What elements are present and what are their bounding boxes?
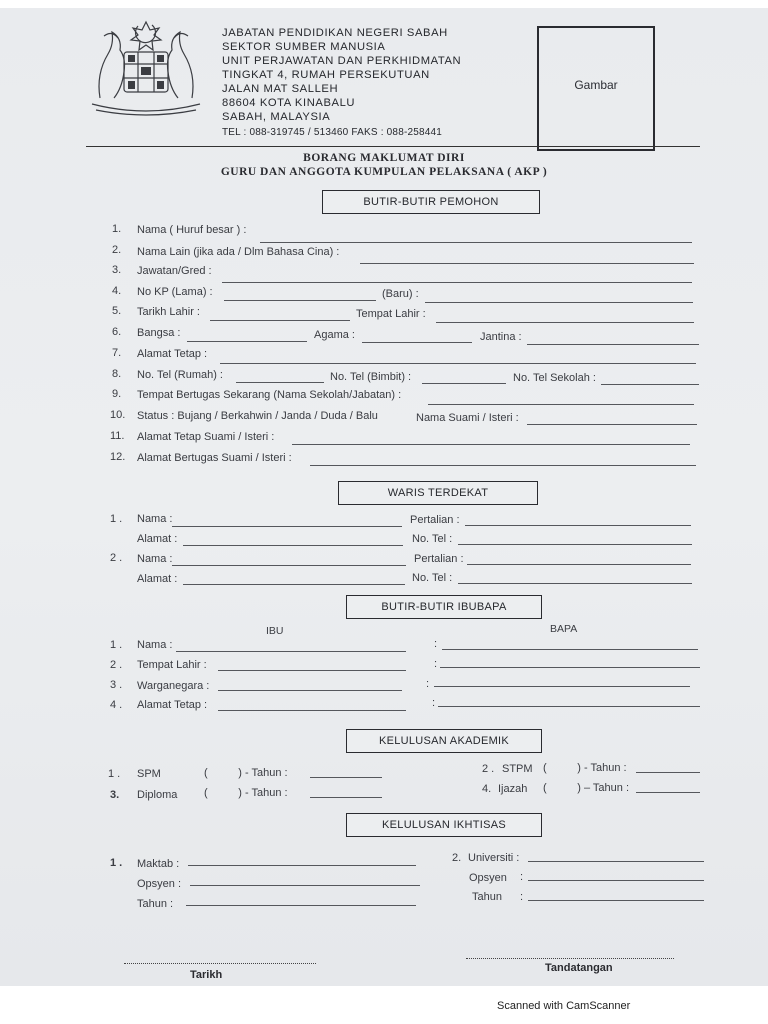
ijazah-grade-field[interactable]: ( ) – Tahun : [543, 782, 630, 794]
header-line-3: UNIT PERJAWATAN DAN PERKHIDMATAN [222, 55, 462, 67]
section-ibubapa: BUTIR-BUTIR IBUBAPA [346, 595, 542, 619]
kp-baru-input-line[interactable] [425, 302, 693, 303]
field-label-tel-rumah: No. Tel (Rumah) : [137, 369, 223, 381]
row-number: 2 . [110, 552, 123, 564]
field-label-tahun: Tahun : [137, 898, 174, 910]
field-label-tarikh-lahir: Tarikh Lahir : [137, 306, 200, 318]
spm-grade-field[interactable]: ( ) - Tahun : [204, 767, 288, 779]
tel-bimbit-input-line[interactable] [422, 383, 506, 384]
tarikh-lahir-input-line[interactable] [210, 320, 350, 321]
field-label-kp-lama: No KP (Lama) : [137, 286, 213, 298]
scanner-watermark: Scanned with CamScanner [497, 1000, 631, 1012]
field-label-status: Status : Bujang / Berkahwin / Janda / Duda / Balu [137, 410, 378, 422]
tarikh-signature-line[interactable] [124, 963, 316, 964]
photo-box[interactable] [537, 26, 655, 151]
field-label-ijazah: Ijazah [498, 783, 528, 795]
header-line-2: SEKTOR SUMBER MANUSIA [222, 41, 386, 53]
row-number: 1. [112, 223, 122, 235]
row-number: 4. [112, 285, 122, 297]
waris-alamat-1-input-line[interactable] [183, 545, 403, 546]
section-waris: WARIS TERDEKAT [338, 481, 538, 505]
ibu-alamat-input-line[interactable] [218, 710, 406, 711]
bapa-colon: : [434, 658, 438, 670]
column-ibu: IBU [266, 625, 284, 637]
header-line-4: TINGKAT 4, RUMAH PERSEKUTUAN [222, 69, 430, 81]
row-number: 4. [482, 783, 492, 795]
bapa-warganegara-input-line[interactable] [434, 686, 690, 687]
bapa-colon: : [426, 678, 430, 690]
row-number: 10. [110, 409, 126, 421]
field-label-tel-bimbit: No. Tel (Bimbit) : [330, 371, 412, 383]
row-number: 1 . [110, 513, 123, 525]
tel-rumah-input-line[interactable] [236, 382, 324, 383]
tarikh-label: Tarikh [190, 969, 223, 981]
alamat-suami-isteri-input-line[interactable] [292, 444, 690, 445]
field-label-diploma: Diploma [137, 789, 178, 801]
field-label-nama: Nama ( Huruf besar ) : [137, 224, 247, 236]
column-bapa: BAPA [550, 623, 578, 635]
row-number: 1 . [110, 857, 123, 869]
maktab-input-line[interactable] [188, 865, 416, 866]
form-title: BORANG MAKLUMAT DIRI [303, 152, 465, 164]
field-label-tel-sekolah: No. Tel Sekolah : [513, 372, 596, 384]
field-label-waris-tel: No. Tel : [412, 533, 453, 545]
field-label-stpm: STPM [502, 763, 533, 775]
field-label-opsyen: Opsyen [469, 872, 507, 884]
bangsa-input-line[interactable] [187, 341, 307, 342]
kp-lama-input-line[interactable] [224, 300, 376, 301]
waris-alamat-2-input-line[interactable] [183, 584, 405, 585]
row-number: 2. [112, 244, 122, 256]
row-number: 12. [110, 451, 126, 463]
row-number: 1 . [110, 639, 123, 651]
field-label-ibubapa-alamat: Alamat Tetap : [137, 699, 208, 711]
field-label-waris-alamat: Alamat : [137, 573, 178, 585]
bapa-colon: : [434, 638, 438, 650]
alamat-tetap-input-line[interactable] [220, 363, 696, 364]
stpm-tahun-input-line[interactable] [636, 772, 700, 773]
tempat-bertugas-input-line[interactable] [428, 404, 694, 405]
bapa-nama-input-line[interactable] [442, 649, 698, 650]
stpm-grade-field[interactable]: ( ) - Tahun : [543, 762, 627, 774]
row-number: 6. [112, 326, 122, 338]
waris-pertalian-1-input-line[interactable] [465, 525, 691, 526]
field-label-spm: SPM [137, 768, 161, 780]
tandatangan-label: Tandatangan [545, 962, 613, 974]
row-number: 11. [110, 430, 125, 442]
field-label-waris-nama: Nama : [137, 513, 173, 525]
field-label-universiti: Universiti : [468, 852, 520, 864]
field-label-bangsa: Bangsa : [137, 327, 181, 339]
field-label-alamat-bertugas-suami-isteri: Alamat Bertugas Suami / Isteri : [137, 452, 292, 464]
tel-sekolah-input-line[interactable] [601, 384, 699, 385]
tahun-2-colon: : [520, 891, 524, 903]
alamat-bertugas-suami-isteri-input-line[interactable] [310, 465, 696, 466]
opsyen-2-colon: : [520, 871, 524, 883]
ibu-nama-input-line[interactable] [176, 651, 406, 652]
bapa-tempat-lahir-input-line[interactable] [440, 667, 700, 668]
field-label-tahun: Tahun [472, 891, 502, 903]
field-label-alamat-tetap: Alamat Tetap : [137, 348, 208, 360]
field-label-nama-suami-isteri: Nama Suami / Isteri : [416, 412, 519, 424]
waris-nama-1-input-line[interactable] [172, 526, 402, 527]
opsyen-2-input-line[interactable] [528, 880, 704, 881]
ibu-warganegara-input-line[interactable] [218, 690, 402, 691]
form-subtitle: GURU DAN ANGGOTA KUMPULAN PELAKSANA ( AKP ) [220, 166, 548, 178]
field-label-ibubapa-tempat-lahir: Tempat Lahir : [137, 659, 207, 671]
row-number: 9. [112, 388, 122, 400]
row-number: 4 . [110, 699, 123, 711]
row-number: 2. [452, 852, 462, 864]
field-label-nama-lain: Nama Lain (jika ada / Dlm Bahasa Cina) : [137, 246, 340, 258]
universiti-input-line[interactable] [528, 861, 704, 862]
field-label-ibubapa-warganegara: Warganegara : [137, 680, 210, 692]
nama-input-line[interactable] [260, 242, 692, 243]
bapa-alamat-input-line[interactable] [438, 706, 700, 707]
field-label-alamat-suami-isteri: Alamat Tetap Suami / Isteri : [137, 431, 275, 443]
section-ikhtisas: KELULUSAN IKHTISAS [346, 813, 542, 837]
field-label-ibubapa-nama: Nama : [137, 639, 173, 651]
field-label-tempat-lahir: Tempat Lahir : [356, 308, 426, 320]
header-contact: TEL : 088-319745 / 513460 FAKS : 088-258441 [222, 127, 443, 138]
header-line-7: SABAH, MALAYSIA [222, 111, 331, 123]
header-line-6: 88604 KOTA KINABALU [222, 97, 356, 109]
tandatangan-signature-line[interactable] [466, 958, 674, 959]
row-number: 2 . [482, 763, 495, 775]
field-label-jantina: Jantina : [480, 331, 522, 343]
jawatan-input-line[interactable] [222, 282, 692, 283]
field-label-pertalian: Pertalian : [410, 514, 460, 526]
row-number: 5. [112, 305, 122, 317]
tempat-lahir-input-line[interactable] [436, 322, 694, 323]
section-akademik: KELULUSAN AKADEMIK [346, 729, 542, 753]
field-label-opsyen: Opsyen : [137, 878, 182, 890]
agama-input-line[interactable] [362, 342, 472, 343]
section-pemohon: BUTIR-BUTIR PEMOHON [322, 190, 540, 214]
nama-lain-input-line[interactable] [360, 263, 694, 264]
field-label-waris-tel: No. Tel : [412, 572, 453, 584]
waris-nama-2-input-line[interactable] [172, 565, 406, 566]
waris-pertalian-2-input-line[interactable] [467, 564, 691, 565]
nama-suami-isteri-input-line[interactable] [527, 424, 697, 425]
ijazah-tahun-input-line[interactable] [636, 792, 700, 793]
field-label-pertalian: Pertalian : [414, 553, 464, 565]
row-number: 1 . [108, 768, 121, 780]
bapa-colon: : [432, 697, 436, 709]
field-label-kp-baru: (Baru) : [382, 288, 419, 300]
row-number: 2 . [110, 659, 123, 671]
header-rule [86, 146, 700, 147]
diploma-grade-field[interactable]: ( ) - Tahun : [204, 787, 288, 799]
header-line-5: JALAN MAT SALLEH [222, 83, 339, 95]
row-number: 7. [112, 347, 122, 359]
row-number: 3 . [110, 679, 123, 691]
tahun-2-input-line[interactable] [528, 900, 704, 901]
field-label-agama: Agama : [314, 329, 355, 341]
waris-tel-1-input-line[interactable] [458, 544, 692, 545]
opsyen-1-input-line[interactable] [190, 885, 420, 886]
waris-tel-2-input-line[interactable] [458, 583, 692, 584]
field-label-tempat-bertugas: Tempat Bertugas Sekarang (Nama Sekolah/Jabatan) : [137, 389, 402, 401]
row-number: 8. [112, 368, 122, 380]
ibu-tempat-lahir-input-line[interactable] [218, 670, 406, 671]
field-label-maktab: Maktab : [137, 858, 180, 870]
row-number: 3. [110, 789, 120, 801]
spm-tahun-input-line[interactable] [310, 777, 382, 778]
tahun-1-input-line[interactable] [186, 905, 416, 906]
photo-label: Gambar [574, 78, 618, 92]
diploma-tahun-input-line[interactable] [310, 797, 382, 798]
field-label-waris-alamat: Alamat : [137, 533, 178, 545]
field-label-waris-nama: Nama : [137, 553, 173, 565]
row-number: 3. [112, 264, 122, 276]
header-line-1: JABATAN PENDIDIKAN NEGERI SABAH [222, 27, 448, 39]
jantina-input-line[interactable] [527, 344, 699, 345]
malaysia-crest-icon [86, 18, 206, 118]
field-label-jawatan: Jawatan/Gred : [137, 265, 212, 277]
